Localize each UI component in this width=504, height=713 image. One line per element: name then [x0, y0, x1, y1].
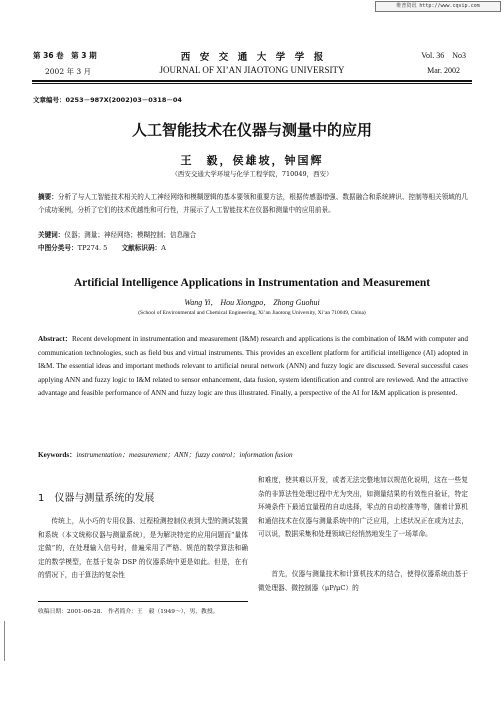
footnote: 收稿日期：2001-06-28. 作者简介：王 毅（1949～），男，教授。 — [38, 609, 219, 615]
keywords-cn-text: 仪器；测量；神经网络；模糊控制；信息融合 — [64, 231, 197, 239]
keywords-en — [38, 449, 468, 463]
doc-code-value: A — [161, 244, 166, 252]
scan-edge-mark — [4, 621, 5, 661]
affiliation-cn: （西安交通大学环境与化学工程学院，710049，西安） — [171, 170, 333, 178]
classification-line — [38, 242, 468, 255]
authors-en: Wang Yi， Hou Xiongpo， Zhong Guohui — [184, 298, 320, 307]
left-column-text: 传统上，从小巧的专用仪器、过程检测控制仪表到大型的测试装置和系统（本文统称仪器与测量系统），是为解决特定的应用问题而“量体定做”的，在处理输入信号时，普遍采用了严格、规范的数学算法和确定的数学模型，在基于复杂 DSP 的仪器系统中更是如此。但是，在有的情况下，由于算法的复杂性 — [38, 517, 248, 579]
article-title-en: Artificial Intelligence Applications in Instrumentation and Measurement — [73, 277, 431, 289]
header-rule-thin — [32, 83, 472, 84]
section-1-heading: 1 仪器与测量系统的发展 — [38, 493, 155, 504]
article-number: 文章编号：0253－987X(2002)03－0318－04 — [33, 96, 182, 104]
keywords-cn-label: 关键词： — [38, 231, 65, 239]
keywords-en-label: Keywords： — [38, 451, 77, 459]
date-en: Mar. 2002 — [427, 66, 460, 75]
journal-name-cn: 西 安 交 通 大 学 学 报 — [180, 52, 324, 63]
keywords-en-text: instrumentation；measurement；ANN；fuzzy control；information fusion — [76, 451, 293, 459]
abstract-en-label: Abstract： — [38, 335, 73, 343]
volume-issue-en: Vol. 36 No3 — [421, 51, 466, 60]
abstract-cn — [38, 191, 468, 216]
right-column-paragraph-1: 和难度，使其难以开发，或者无法完整地加以规范化说明，这在一些复杂的非算法性处理过程中尤为突出，如测量结果的有效性自验证，特定环境条件下最适宜量程的自动选择，零点的自动校准等等，随着计算机和通信技术在仪器与测量系统中的广泛应用，上述状况正在或为过去，可以说，数据采集和处理领域已经悄然地发生了一场革命。 — [258, 476, 468, 538]
volume-issue-cn: 第 36 卷 第 3 期 — [33, 51, 97, 60]
date-cn: 2002 年 3 月 — [45, 67, 92, 76]
watermark: 维普资讯 http://www.cqvip.com — [375, 1, 501, 12]
journal-name-en: JOURNAL OF XI’AN JIAOTONG UNIVERSITY — [159, 65, 345, 75]
abstract-cn-text: 分析了与人工智能技术相关的人工神经网络和模糊逻辑的基本要领和重要方法，根据传感器增强、数据融合和系统辨识、控制等相关领域的几个成功案例，分析了它们的技术优越性和可行性，并展示了人工智能技术在仪器和测量中的应用前景。 — [38, 193, 469, 214]
article-title-cn: 人工智能技术在仪器与测量中的应用 — [131, 121, 372, 139]
clc-label: 中图分类号： — [38, 244, 78, 252]
authors-cn: 王 毅，侯雄坡，钟国辉 — [180, 154, 324, 167]
doc-code-label: 文献标识码： — [121, 244, 162, 252]
keywords-cn — [38, 229, 468, 242]
footnote-rule — [38, 601, 248, 602]
affiliation-en: (School of Environmental and Chemical Engineering, Xi’an Jiaotong University, Xi’an 710049, China) — [138, 310, 366, 316]
abstract-en-text: Recent development in instrumentation and measurement (I&M) research and applications is the combination of I&M with computer and communication technologies, such as field bus and virtual instruments. This provides an excellent platform for artificial intelligence (AI) adopted in I&M. The essential ideas and important methods relevant to artificial neural network (ANN) and fuzzy logic are discussed. Several successful cases applying ANN and fuzzy logic to I&M related to sensor enhancement, data fusion, system identification and control are reviewed. And the attractive advantage and feasible performance of ANN and fuzzy logic are thus illustrated. Finally, a perspective of the AI for I&M application is presented. — [38, 335, 469, 397]
abstract-en — [38, 333, 468, 401]
header-rule-thick — [32, 80, 472, 82]
abstract-cn-label: 摘要： — [38, 193, 58, 201]
right-column-paragraph-2: 首先，仪器与测量技术和计算机技术的结合，使得仪器系统由基于微处理器、微控制器（μP/μC）的 — [258, 570, 468, 592]
clc-value: TP274. 5 — [77, 244, 108, 252]
